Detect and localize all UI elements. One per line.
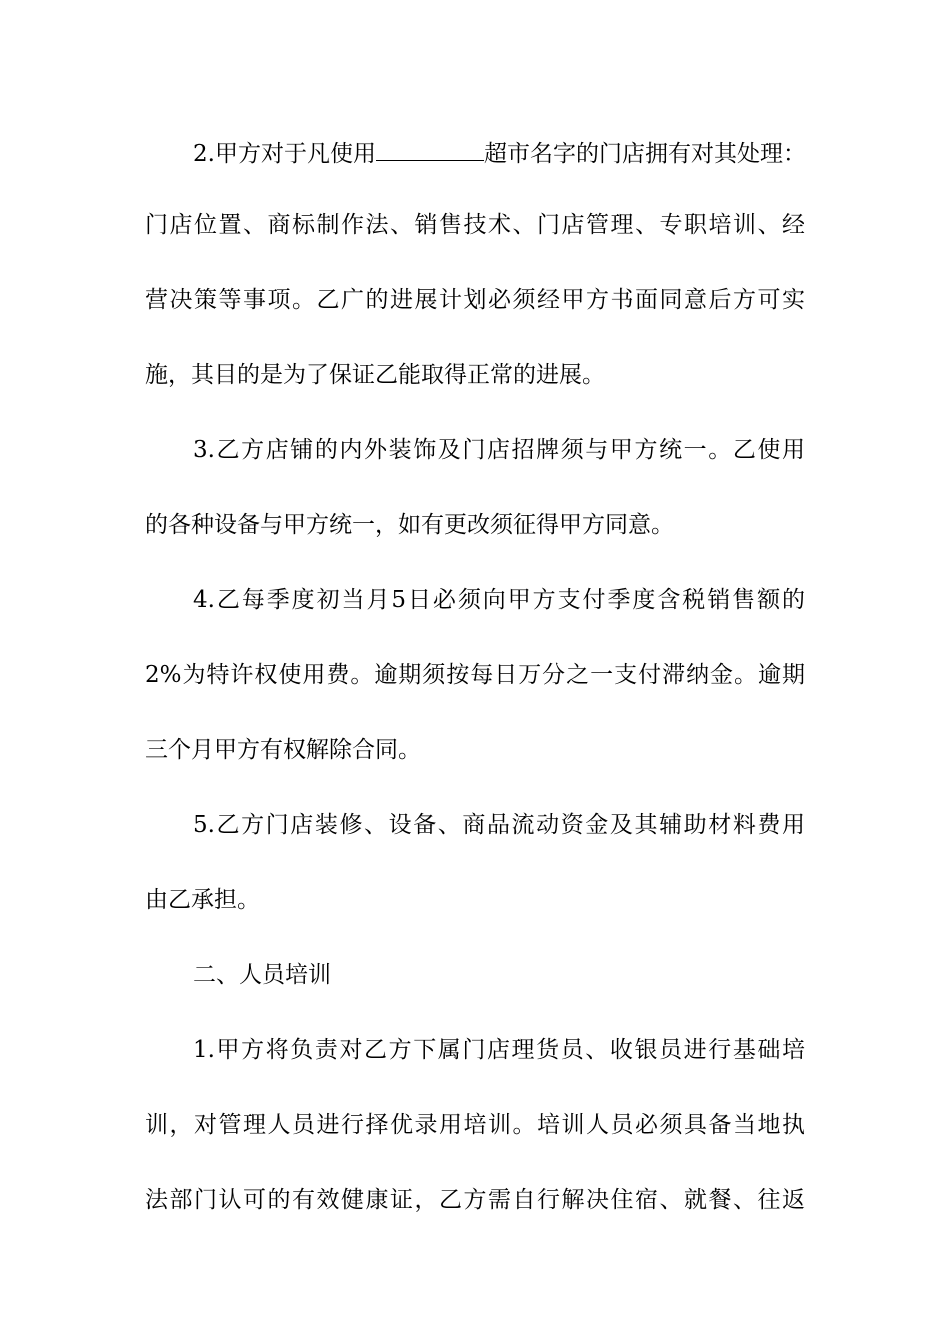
text-segment: 2.甲方对于凡使用 (193, 141, 376, 167)
paragraph-line: 三个月甲方有权解除合同。 (145, 737, 421, 763)
text-segment: 超市名字的门店拥有对其处理： (483, 141, 806, 167)
paragraph-line: 2%为特许权使用费。逾期须按每日万分之一支付滞纳金。逾期 (145, 662, 805, 688)
blank-underline (376, 138, 484, 161)
paragraph-line: 4.乙每季度初当月5日必须向甲方支付季度含税销售额的 (193, 587, 805, 613)
paragraph-line: 5.乙方门店装修、设备、商品流动资金及其辅助材料费用 (193, 812, 805, 838)
section-heading: 二、人员培训 (193, 962, 331, 988)
paragraph-line: 3.乙方店铺的内外装饰及门店招牌须与甲方统一。乙使用 (193, 437, 805, 463)
paragraph-line: 由乙承担。 (145, 887, 260, 913)
paragraph-line: 的各种设备与甲方统一，如有更改须征得甲方同意。 (145, 512, 674, 538)
paragraph-line: 门店位置、商标制作法、销售技术、门店管理、专职培训、经 (145, 212, 805, 238)
paragraph-line: 施，其目的是为了保证乙能取得正常的进展。 (145, 362, 605, 388)
paragraph-line: 1.甲方将负责对乙方下属门店理货员、收银员进行基础培 (193, 1037, 805, 1063)
paragraph-line: 营决策等事项。乙广的进展计划必须经甲方书面同意后方可实 (145, 287, 805, 313)
paragraph-line: 训，对管理人员进行择优录用培训。培训人员必须具备当地执 (145, 1112, 805, 1138)
paragraph-line (193, 138, 805, 170)
paragraph-line: 法部门认可的有效健康证，乙方需自行解决住宿、就餐、往返 (145, 1187, 805, 1213)
